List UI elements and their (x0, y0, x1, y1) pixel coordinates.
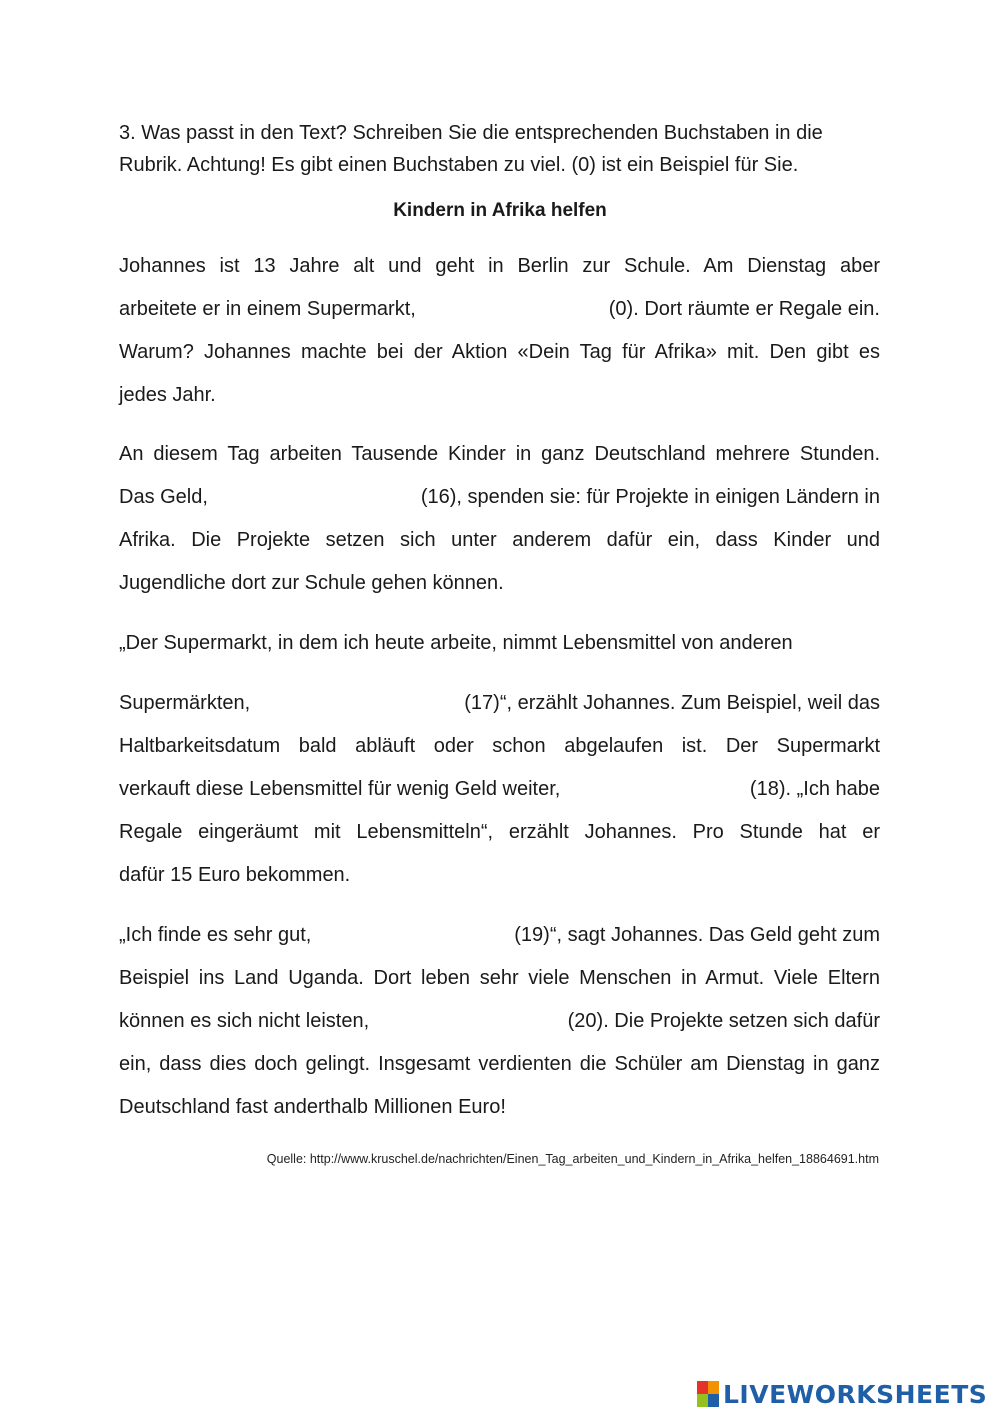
text-line (119, 374, 880, 417)
text-segment: Afrika. Die Projekte setzen sich unter anderem dafür ein, dass Kinder und (119, 529, 880, 551)
text-title: Kindern in Afrika helfen (393, 200, 607, 221)
text-segment: Das Geld, (119, 486, 208, 508)
text-segment: verkauft diese Lebensmittel für wenig Geld weiter, (119, 778, 561, 800)
logo-square (708, 1394, 719, 1407)
text-line (119, 768, 880, 811)
text-line (119, 811, 880, 854)
source-citation: Quelle: http://www.kruschel.de/nachrichten/Einen_Tag_arbeiten_und_Kindern_in_Afrika_helfen_18864691.htm (266, 1152, 879, 1166)
text-line (119, 476, 880, 519)
text-line (119, 914, 880, 957)
text-line (119, 288, 880, 331)
text-line (119, 245, 880, 288)
text-line (119, 1086, 880, 1129)
text-line (119, 682, 880, 725)
task-instruction (119, 117, 889, 181)
paragraph-3 (119, 622, 880, 665)
paragraph-4 (119, 914, 880, 1129)
text-segment: Regale eingeräumt mit Lebensmitteln“, erzählt Johannes. Pro Stunde hat er (119, 821, 880, 843)
paragraph-2 (119, 433, 880, 605)
text-segment: (18). „Ich habe (749, 778, 880, 800)
logo-square (697, 1381, 708, 1394)
text-segment: (17)“, erzählt Johannes. Zum Beispiel, weil das (464, 692, 880, 714)
instruction-line: 3. Was passt in den Text? Schreiben Sie die entsprechenden Buchstaben in die (119, 122, 823, 144)
text-segment: Deutschland fast anderthalb Millionen Euro! (119, 1096, 506, 1118)
text-line (119, 331, 880, 374)
instruction-line: Rubrik. Achtung! Es gibt einen Buchstaben zu viel. (0) ist ein Beispiel für Sie. (119, 154, 799, 176)
text-segment: können es sich nicht leisten, (119, 1010, 370, 1032)
text-segment: An diesem Tag arbeiten Tausende Kinder in ganz Deutschland mehrere Stunden. (119, 443, 880, 465)
text-segment: (0). Dort räumte er Regale ein. (608, 298, 880, 320)
text-segment: (16), spenden sie: für Projekte in einigen Ländern in (420, 486, 880, 508)
text-segment: Beispiel ins Land Uganda. Dort leben sehr viele Menschen in Armut. Viele Eltern (119, 967, 880, 989)
logo-square (697, 1394, 708, 1407)
text-segment: (20). Die Projekte setzen sich dafür (567, 1010, 880, 1032)
text-line (119, 957, 880, 1000)
paragraph-3-cont (119, 682, 880, 897)
text-segment: Haltbarkeitsdatum bald abläuft oder schon abgelaufen ist. Der Supermarkt (119, 735, 880, 757)
liveworksheets-logo (697, 1376, 987, 1412)
text-segment: „Ich finde es sehr gut, (119, 924, 312, 946)
text-segment: „Der Supermarkt, in dem ich heute arbeite, nimmt Lebensmittel von anderen (119, 632, 793, 654)
text-line (119, 854, 880, 897)
text-segment: Jugendliche dort zur Schule gehen können. (119, 572, 504, 594)
text-segment: jedes Jahr. (119, 384, 216, 406)
text-segment: ein, dass dies doch gelingt. Insgesamt verdienten die Schüler am Dienstag in ganz (119, 1053, 880, 1075)
logo-square (708, 1381, 719, 1394)
text-segment: Warum? Johannes machte bei der Aktion «Dein Tag für Afrika» mit. Den gibt es (119, 341, 880, 363)
text-segment: (19)“, sagt Johannes. Das Geld geht zum (514, 924, 880, 946)
text-line (119, 433, 880, 476)
text-line (119, 519, 880, 562)
text-segment: Johannes ist 13 Jahre alt und geht in Berlin zur Schule. Am Dienstag aber (119, 255, 880, 277)
logo-badge-icon (697, 1381, 719, 1407)
text-segment: dafür 15 Euro bekommen. (119, 864, 351, 886)
logo-text: LIVEWORKSHEETS (723, 1379, 988, 1409)
text-line (119, 1000, 880, 1043)
text-line (119, 622, 880, 665)
text-line (119, 725, 880, 768)
text-line (119, 562, 880, 605)
text-segment: Supermärkten, (119, 692, 251, 714)
paragraph-1 (119, 245, 880, 417)
text-line (119, 1043, 880, 1086)
text-segment: arbeitete er in einem Supermarkt, (119, 298, 416, 320)
